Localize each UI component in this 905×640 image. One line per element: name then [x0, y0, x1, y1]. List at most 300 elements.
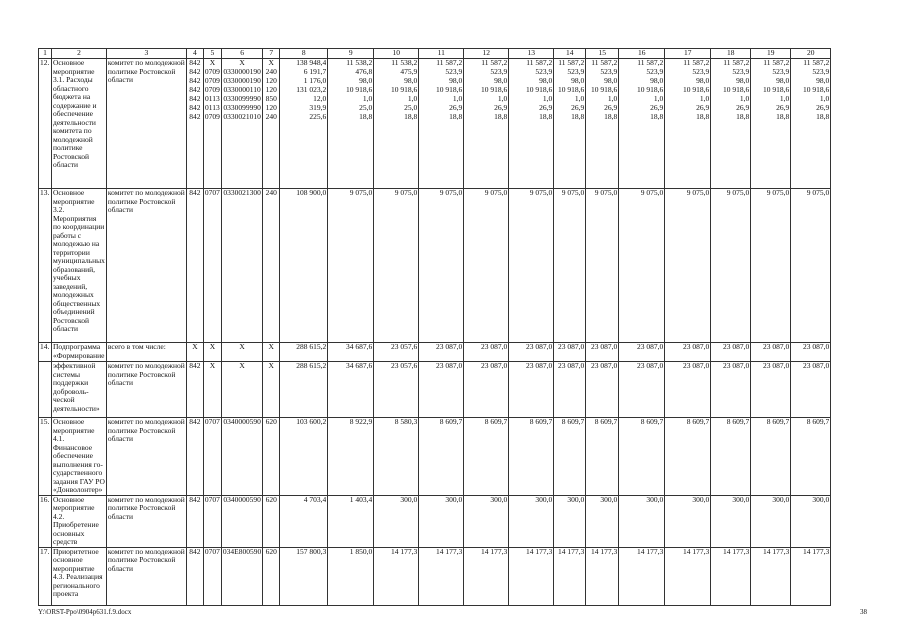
amount-cell — [509, 362, 554, 418]
cell-value: 9 075,0 — [529, 189, 553, 197]
cell-value: 10 918,6 — [436, 86, 463, 94]
cell-value: 1 850,0 — [349, 547, 373, 556]
cell-value: 26,9 — [449, 104, 463, 112]
amount-cell — [619, 343, 665, 362]
amount-cell — [791, 418, 831, 496]
column-number-header: 9 — [328, 49, 374, 59]
cell-value: 10 918,6 — [683, 86, 710, 94]
cell-value: 26,9 — [736, 104, 750, 112]
amount-cell — [711, 343, 751, 362]
cell-value: 10 918,6 — [803, 86, 830, 94]
amount-cell — [509, 418, 554, 496]
cell-value: 18,8 — [604, 113, 618, 121]
budget-code-cell — [186, 495, 203, 547]
cell-value: 14 177,3 — [436, 547, 463, 556]
cell-value: 11 587,2 — [683, 59, 710, 67]
column-number-header: 20 — [791, 49, 831, 59]
budget-code-cell — [263, 547, 280, 605]
cell-value: 620 — [265, 495, 277, 504]
cell-value: 0340000590 — [223, 495, 261, 504]
cell-value: 10 918,6 — [763, 86, 790, 94]
cell-value: 10 918,6 — [591, 86, 618, 94]
amount-cell — [791, 59, 831, 189]
column-number-header: 6 — [221, 49, 262, 59]
cell-value: 6 191,7 — [303, 68, 327, 76]
budget-code-cell — [221, 343, 262, 362]
amount-cell — [711, 362, 751, 418]
cell-value: 10 918,6 — [391, 86, 418, 94]
executor: всего в том числе: — [106, 343, 186, 362]
cell-value: 18,8 — [404, 113, 418, 121]
amount-cell — [464, 362, 509, 418]
budget-code-cell — [186, 59, 203, 189]
cell-value: 225,6 — [309, 113, 327, 121]
row-number: 12. — [39, 59, 52, 189]
cell-value: 240 — [265, 113, 277, 121]
cell-value: 842 — [189, 547, 201, 556]
cell-value: 14 177,3 — [526, 547, 553, 556]
amount-cell — [751, 495, 791, 547]
amount-cell — [619, 495, 665, 547]
amount-cell — [554, 547, 586, 605]
amount-cell — [374, 547, 419, 605]
amount-cell — [665, 547, 711, 605]
amount-cell — [464, 189, 509, 343]
amount-cell — [328, 418, 374, 496]
executor: комитет по молодежной политике Ростовской области — [106, 189, 186, 343]
amount-cell — [665, 495, 711, 547]
cell-value: 18,8 — [539, 113, 553, 121]
cell-value: 14 177,3 — [481, 547, 508, 556]
column-number-header: 14 — [554, 49, 586, 59]
cell-value: 523,9 — [692, 68, 710, 76]
cell-value: 8 609,7 — [726, 418, 750, 426]
cell-value: 157 800,3 — [296, 547, 327, 556]
cell-value: 23 087,0 — [683, 362, 710, 370]
cell-value: 240 — [265, 189, 277, 197]
amount-cell — [619, 362, 665, 418]
table-row — [39, 59, 831, 189]
column-number-header: 10 — [374, 49, 419, 59]
amount-cell — [665, 343, 711, 362]
cell-value: 319,9 — [309, 104, 327, 112]
cell-value: 23 087,0 — [723, 362, 750, 370]
cell-value: 138 948,4 — [296, 59, 327, 67]
cell-value: 8 609,7 — [594, 418, 618, 426]
amount-cell — [586, 547, 619, 605]
cell-value: 8 609,7 — [439, 418, 463, 426]
cell-value: Х — [268, 59, 274, 67]
cell-value: 23 087,0 — [637, 343, 664, 351]
executor: комитет по молодежной политике Ростовской области — [106, 495, 186, 547]
cell-value: 300,0 — [535, 495, 553, 504]
cell-value: 0707 — [204, 547, 220, 556]
row-number: 16. — [39, 495, 52, 547]
budget-code-cell — [203, 343, 221, 362]
cell-value: 034E800590 — [222, 547, 262, 556]
cell-value: 842 — [189, 104, 201, 112]
amount-cell — [419, 343, 464, 362]
budget-table-container — [38, 48, 831, 606]
cell-value: 0707 — [204, 189, 220, 197]
cell-value: 1,0 — [653, 95, 664, 103]
cell-value: 1,0 — [819, 95, 830, 103]
cell-value: 476,8 — [355, 68, 373, 76]
amount-cell — [586, 59, 619, 189]
cell-value: 842 — [189, 362, 201, 370]
cell-value: Х — [239, 343, 245, 351]
column-number-header: 12 — [464, 49, 509, 59]
cell-value: 23 087,0 — [436, 343, 463, 351]
budget-table — [38, 48, 831, 606]
executor: комитет по молодежной политике Ростовской области — [106, 362, 186, 418]
amount-cell — [509, 495, 554, 547]
cell-value: 98,0 — [776, 77, 790, 85]
cell-value: 1,0 — [452, 95, 463, 103]
cell-value: 23 087,0 — [526, 343, 553, 351]
amount-cell — [464, 495, 509, 547]
amount-cell — [586, 189, 619, 343]
amount-cell — [280, 343, 328, 362]
column-number-header: 1 — [39, 49, 52, 59]
table-row — [39, 343, 831, 362]
cell-value: 0330099990 — [223, 104, 261, 112]
cell-value: Х — [209, 362, 216, 370]
cell-value: 8 609,7 — [561, 418, 585, 426]
cell-value: 11 587,2 — [803, 59, 830, 67]
amount-cell — [374, 362, 419, 418]
amount-cell — [419, 59, 464, 189]
cell-value: 18,8 — [449, 113, 463, 121]
row-number: 13. — [39, 189, 52, 343]
amount-cell — [791, 495, 831, 547]
amount-cell — [464, 59, 509, 189]
cell-value: 8 609,7 — [766, 418, 790, 426]
cell-value: 120 — [265, 86, 277, 94]
cell-value: 26,9 — [571, 104, 585, 112]
budget-code-cell — [186, 362, 203, 418]
cell-value: 9 075,0 — [766, 189, 790, 197]
amount-cell — [791, 362, 831, 418]
amount-cell — [586, 418, 619, 496]
cell-value: 523,9 — [732, 68, 750, 76]
cell-value: 842 — [189, 86, 201, 94]
table-row — [39, 495, 831, 547]
cell-value: 523,9 — [567, 68, 585, 76]
cell-value: 23 057,6 — [391, 362, 418, 370]
amount-cell — [554, 59, 586, 189]
budget-code-cell — [263, 495, 280, 547]
amount-cell — [374, 189, 419, 343]
cell-value: 0330099990 — [223, 95, 261, 103]
cell-value: 18,8 — [736, 113, 750, 121]
cell-value: 10 918,6 — [526, 86, 553, 94]
amount-cell — [280, 59, 328, 189]
budget-code-cell — [263, 418, 280, 496]
cell-value: 9 075,0 — [439, 189, 463, 197]
cell-value: Х — [268, 362, 274, 370]
amount-cell — [619, 418, 665, 496]
amount-cell — [328, 59, 374, 189]
cell-value: 523,9 — [646, 68, 664, 76]
amount-cell — [554, 495, 586, 547]
budget-code-cell — [263, 343, 280, 362]
cell-value: 18,8 — [359, 113, 373, 121]
page-number: 38 — [860, 608, 867, 616]
cell-value: 11 587,2 — [526, 59, 553, 67]
column-number-header: 8 — [280, 49, 328, 59]
activity-name: Подпрограмма «Формирование — [53, 342, 105, 360]
row-number: 15. — [39, 418, 52, 496]
amount-cell — [665, 59, 711, 189]
cell-value: 14 177,3 — [558, 547, 585, 556]
cell-value: 26,9 — [494, 104, 508, 112]
cell-value: 26,9 — [539, 104, 553, 112]
budget-code-cell — [186, 189, 203, 343]
cell-value: 98,0 — [816, 77, 830, 85]
amount-cell — [374, 495, 419, 547]
amount-cell — [751, 547, 791, 605]
column-number-header: 17 — [665, 49, 711, 59]
cell-value: 11 587,2 — [558, 59, 585, 67]
row-number: 14. — [39, 343, 52, 362]
cell-value: 1,0 — [574, 95, 585, 103]
cell-value: 523,9 — [445, 68, 463, 76]
amount-cell — [554, 418, 586, 496]
column-number-header: 2 — [52, 49, 107, 59]
cell-value: 18,8 — [494, 113, 508, 121]
cell-value: 23 087,0 — [803, 343, 830, 351]
column-number-header: 16 — [619, 49, 665, 59]
amount-cell — [464, 547, 509, 605]
amount-cell — [328, 495, 374, 547]
amount-cell — [328, 362, 374, 418]
cell-value: 0707 — [204, 495, 220, 504]
cell-value: 23 087,0 — [591, 362, 618, 370]
cell-value: 10 918,6 — [723, 86, 750, 94]
cell-value: 620 — [265, 418, 277, 426]
cell-value: Х — [239, 362, 245, 370]
cell-value: 4 703,4 — [303, 495, 327, 504]
row-number — [39, 362, 52, 418]
amount-cell — [280, 189, 328, 343]
executor: комитет по молодежной политике Ростовской области — [106, 59, 186, 189]
amount-cell — [586, 362, 619, 418]
cell-value: 98,0 — [650, 77, 664, 85]
amount-cell — [280, 547, 328, 605]
cell-value: 34 687,6 — [346, 362, 373, 370]
amount-cell — [328, 547, 374, 605]
cell-value: 14 177,3 — [591, 547, 618, 556]
activity-name: Основное мероприятие 4.2. Приобретение основных средств — [52, 495, 107, 547]
cell-value: 25,0 — [359, 104, 373, 112]
cell-value: 23 087,0 — [481, 362, 508, 370]
cell-value: 98,0 — [571, 77, 585, 85]
cell-value: 842 — [189, 418, 201, 426]
amount-cell — [509, 189, 554, 343]
budget-code-cell — [221, 362, 262, 418]
cell-value: 23 087,0 — [637, 362, 664, 370]
budget-code-cell — [186, 343, 203, 362]
cell-value: 11 587,2 — [481, 59, 508, 67]
cell-value: 9 075,0 — [394, 189, 418, 197]
cell-value: 842 — [189, 77, 201, 85]
cell-value: 8 609,7 — [484, 418, 508, 426]
cell-value: 23 087,0 — [558, 343, 585, 351]
cell-value: 523,9 — [812, 68, 830, 76]
cell-value: 0330021010 — [223, 113, 261, 121]
amount-cell — [619, 59, 665, 189]
cell-value: 8 609,7 — [640, 418, 664, 426]
cell-value: 23 087,0 — [481, 343, 508, 351]
cell-value: 23 087,0 — [723, 343, 750, 351]
cell-value: 0709 — [204, 77, 220, 85]
cell-value: 8 580,3 — [394, 418, 418, 426]
budget-code-cell — [221, 59, 262, 189]
budget-code-cell — [221, 547, 262, 605]
cell-value: 11 538,2 — [346, 59, 373, 67]
cell-value: Х — [192, 343, 198, 351]
cell-value: 23 087,0 — [436, 362, 463, 370]
activity-name: Основное мероприятие 4.1. Финансовое обеспечение выполнения го-сударственного задания ГАУ РО «Донволонтер» — [53, 417, 105, 494]
cell-value: 26,9 — [816, 104, 830, 112]
amount-cell — [791, 547, 831, 605]
cell-value: 18,8 — [650, 113, 664, 121]
cell-value: 10 918,6 — [558, 86, 585, 94]
cell-value: 8 609,7 — [806, 418, 830, 426]
cell-value: 11 587,2 — [637, 59, 664, 67]
cell-value: 1,0 — [739, 95, 750, 103]
amount-cell — [711, 59, 751, 189]
amount-cell — [554, 189, 586, 343]
cell-value: 1,0 — [542, 95, 553, 103]
table-row — [39, 189, 831, 343]
cell-value: 0330000190 — [223, 68, 261, 76]
amount-cell — [554, 362, 586, 418]
activity-name: Приоритетное основное мероприятие 4.3. Реализация регионального проекта — [52, 547, 107, 605]
cell-value: Х — [209, 343, 216, 351]
cell-value: 10 918,6 — [346, 86, 373, 94]
budget-code-cell — [203, 362, 221, 418]
column-number-header: 18 — [711, 49, 751, 59]
cell-value: 1,0 — [699, 95, 710, 103]
amount-cell — [419, 362, 464, 418]
amount-cell — [374, 343, 419, 362]
cell-value: 8 922,9 — [349, 418, 373, 426]
amount-cell — [280, 362, 328, 418]
budget-code-cell — [221, 189, 262, 343]
cell-value: 10 918,6 — [637, 86, 664, 94]
cell-value: 0709 — [204, 68, 220, 76]
cell-value: 120 — [265, 104, 277, 112]
table-row — [39, 418, 831, 496]
amount-cell — [328, 343, 374, 362]
table-row — [39, 362, 831, 418]
cell-value: 475,9 — [400, 68, 418, 76]
cell-value: Х — [268, 343, 274, 351]
row-number: 17. — [39, 547, 52, 605]
cell-value: 14 177,3 — [763, 547, 790, 556]
amount-cell — [419, 495, 464, 547]
cell-value: 11 587,2 — [436, 59, 463, 67]
cell-value: 0340000590 — [223, 418, 261, 426]
cell-value: 11 538,2 — [391, 59, 418, 67]
footer-file-path: Y:\ORST-Ppo\0904p631.f.9.docx — [38, 608, 132, 616]
cell-value: 98,0 — [449, 77, 463, 85]
amount-cell — [509, 547, 554, 605]
cell-value: 1,0 — [607, 95, 618, 103]
cell-value: 0330000190 — [223, 77, 261, 85]
amount-cell — [751, 362, 791, 418]
cell-value: 98,0 — [494, 77, 508, 85]
cell-value: 25,0 — [404, 104, 418, 112]
cell-value: 11 587,2 — [723, 59, 750, 67]
column-number-header: 7 — [263, 49, 280, 59]
amount-cell — [665, 362, 711, 418]
amount-cell — [280, 418, 328, 496]
cell-value: 288 615,2 — [296, 343, 327, 351]
cell-value: 300,0 — [400, 495, 418, 504]
cell-value: 18,8 — [776, 113, 790, 121]
cell-value: 1,0 — [779, 95, 790, 103]
cell-value: 26,9 — [776, 104, 790, 112]
cell-value: 0709 — [204, 113, 220, 121]
amount-cell — [509, 59, 554, 189]
cell-value: 14 177,3 — [683, 547, 710, 556]
amount-cell — [464, 343, 509, 362]
amount-cell — [374, 418, 419, 496]
cell-value: 26,9 — [696, 104, 710, 112]
budget-code-cell — [186, 547, 203, 605]
cell-value: 23 087,0 — [803, 362, 830, 370]
cell-value: 23 057,6 — [391, 343, 418, 351]
column-number-header: 15 — [586, 49, 619, 59]
cell-value: 9 075,0 — [726, 189, 750, 197]
amount-cell — [280, 495, 328, 547]
budget-code-cell — [263, 362, 280, 418]
cell-value: 620 — [265, 547, 277, 556]
cell-value: 18,8 — [696, 113, 710, 121]
cell-value: 26,9 — [650, 104, 664, 112]
cell-value: 11 587,2 — [591, 59, 618, 67]
table-row — [39, 547, 831, 605]
cell-value: 9 075,0 — [594, 189, 618, 197]
cell-value: 23 087,0 — [558, 362, 585, 370]
cell-value: 1,0 — [362, 95, 373, 103]
cell-value: 1,0 — [407, 95, 418, 103]
amount-cell — [419, 189, 464, 343]
amount-cell — [419, 418, 464, 496]
amount-cell — [374, 59, 419, 189]
activity-name: Основное мероприятие 3.1. Расходы областного бюджета на содержание и обеспечение деятельности комитета по молодежной политике Ростовской области — [52, 59, 107, 189]
header-row — [39, 49, 831, 59]
cell-value: 300,0 — [732, 495, 750, 504]
cell-value: 1 403,4 — [349, 495, 373, 504]
amount-cell — [509, 343, 554, 362]
column-number-header: 5 — [203, 49, 221, 59]
executor: комитет по молодежной политике Ростовской области — [106, 547, 186, 605]
cell-value: 842 — [189, 59, 201, 67]
amount-cell — [586, 495, 619, 547]
amount-cell — [751, 343, 791, 362]
amount-cell — [711, 189, 751, 343]
budget-code-cell — [203, 495, 221, 547]
cell-value: 9 075,0 — [561, 189, 585, 197]
amount-cell — [791, 189, 831, 343]
cell-value: 0113 — [205, 104, 220, 112]
amount-cell — [665, 189, 711, 343]
amount-cell — [711, 547, 751, 605]
